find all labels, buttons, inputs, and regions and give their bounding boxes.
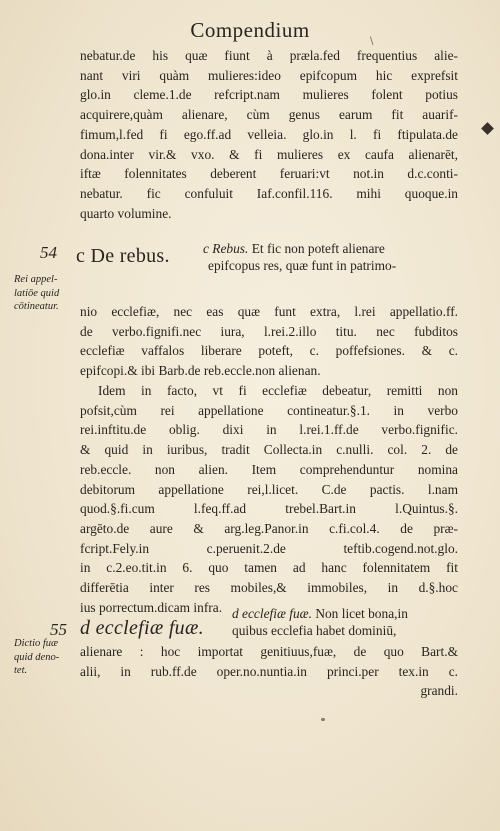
section-heading: d ecclefiæ fuæ. [80,617,204,639]
text-line: epifcopi.& ibi Barb.de reb.eccle.non alienan. [80,363,321,379]
text-line: alii, in rub.ff.de oper.no.nuntia.in princi.per tex.in c. [80,663,458,679]
text-line: ius porrectum.dicam infra. [80,599,223,615]
gloss-block [203,240,458,274]
section-number: 55 [50,620,67,639]
text-line: differētia inter res mobiles,& immobiles, in d.§.hoc [80,580,458,596]
ink-speck [321,718,325,721]
section-heading: c De rebus. [76,245,170,267]
text-line: pofsit,cùm rei appellatione contineatur.§.1. in verbo [80,402,458,418]
gloss-line: Non licet bona,in [315,606,408,621]
head-mark: \ [370,36,374,47]
gloss-lemma: d ecclefiæ fuæ. [232,606,312,621]
text-line: fimum,l.fed fi ego.ff.ad velleia. glo.in l. fi ftipulata.de [80,126,458,142]
text-line: de verbo.fignifi.nec iura, l.rei.2.illo titu. nec fubditos [80,323,458,339]
text-line: glo.in cleme.1.de refcript.nam mulieres folent potius [80,87,458,103]
running-head: Compendium [190,18,310,42]
text-line: debitorum appellatione rei,l.licet. C.de pactis. l.nam [80,481,458,497]
text-line: argēto.de aure & arg.leg.Panor.in c.fi.col.4. de præ- [80,520,458,536]
margin-ornament [481,122,494,135]
text-line: quod.§.fi.cum l.feq.ff.ad trebel.Bart.in l.Quintus.§. [80,501,458,517]
text-line: & quid in iuribus, tradit Collecta.in c.nulli. col. 2. de [80,442,458,458]
text-line: alienare : hoc importat genitiuus,fuæ, de quo Bart.& [80,644,458,659]
section-number: 54 [40,243,57,262]
text-line: reb.eccle. non alien. Item comprehenduntur nomina [80,461,458,477]
text-line: rei.inftitu.de oblig. dixi in l.rei.1.ff.de verbo.fignific. [80,422,458,438]
text-line: Idem in facto, vt fi ecclefiæ debeatur, remitti non [98,383,458,398]
text-line: nant viri quàm mulieres:ideo epifcopum hic exprefsit [80,67,458,83]
text-line: acquirere,quàm alienare, cùm genus earum fit auarif- [80,107,458,123]
text-line: ecclefiæ vaffalos liberare poteft, c. poffefsiones. & c. [80,343,458,359]
text-line: nebatur.de his quæ fiunt à præla.fed frequentius alie- [80,48,458,63]
gloss-line: epifcopus res, quæ funt in patrimo- [208,258,397,273]
gloss-block [232,605,458,639]
text-line: iftæ folennitates deberent feruari:vt not.in d.c.conti- [80,166,458,182]
paragraph-idem [80,381,458,617]
margin-note: Dictio fuæ quid deno- tet. [14,638,60,676]
margin-note: Rei appel- latiōe quid cōtineatur. [14,274,60,312]
paragraph-ecclesiae [80,642,458,701]
text-line: nio ecclefiæ, nec eas quæ funt extra, l.rei appellatio.ff. [80,304,458,319]
paragraph-continuation [80,46,458,223]
text-line: nebatur. fic confuluit Iaf.confil.116. mihi quoque.in [80,185,458,201]
text-line: fcript.Fely.in c.peruenit.2.de teftib.cogend.not.glo. [80,540,458,556]
gloss-line: Et fic non poteft alienare [251,241,385,256]
catchword: grandi. [420,683,458,699]
text-line: dona.inter vir.& vxo. & fi mulieres ex caufa alienarēt, [80,146,458,162]
text-line: quarto volumine. [80,205,172,221]
gloss-lemma: c Rebus. [203,241,249,256]
gloss-line: quibus ecclefia habet dominiū, [232,623,397,638]
paragraph-rebus [80,302,458,381]
text-line: in c.2.eo.tit.in 6. quo tamen ad hanc folennitatem fit [80,560,458,576]
